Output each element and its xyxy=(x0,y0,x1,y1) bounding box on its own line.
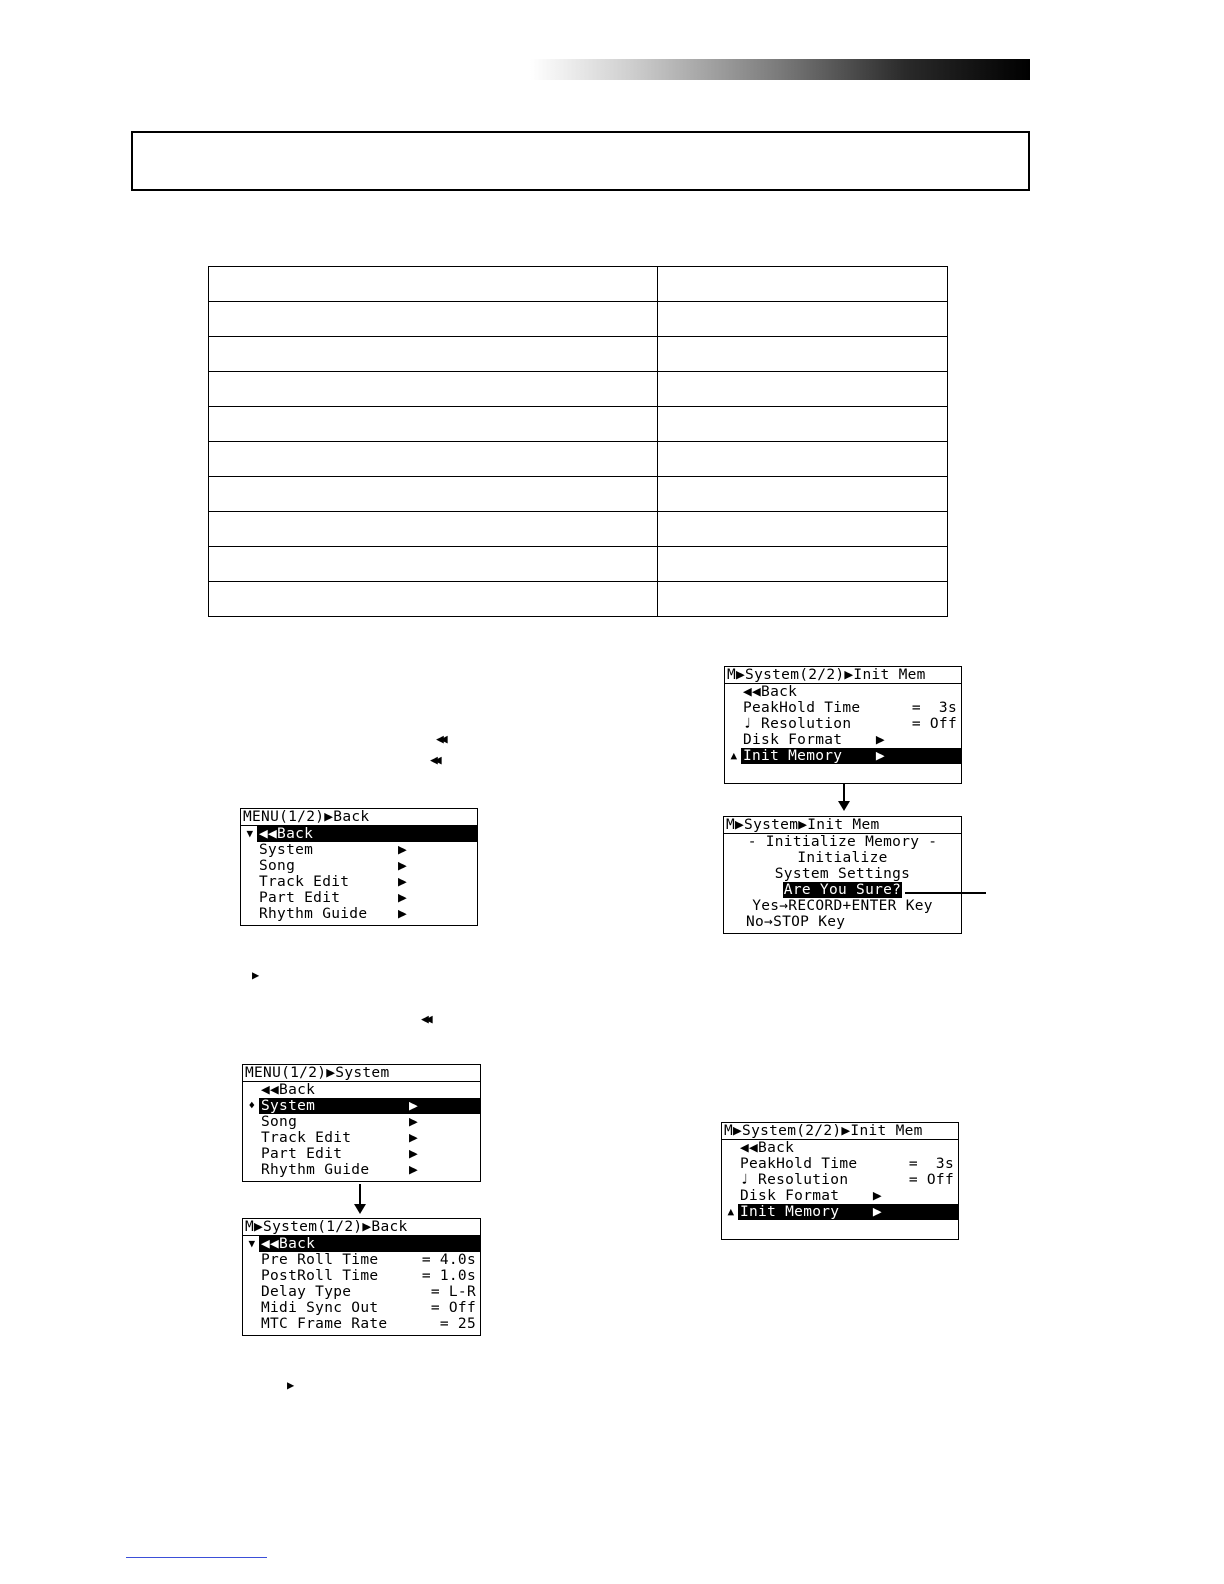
lcd-row-resolution[interactable]: ♩ Resolution = Off xyxy=(740,1172,954,1188)
lcd-row-back[interactable]: ◀◀Back xyxy=(743,684,798,700)
flow-arrow xyxy=(843,783,845,809)
lcd-row-delay-type[interactable]: Delay Type = L-R xyxy=(261,1284,476,1300)
default-settings-table xyxy=(208,266,948,617)
lcd-init-confirm xyxy=(723,816,962,934)
scroll-up-icon: ▲ xyxy=(727,1205,735,1218)
lcd-row-track-edit[interactable]: Track Edit ▶ xyxy=(261,1130,418,1146)
table-row xyxy=(209,442,948,477)
table-row xyxy=(209,267,948,302)
lcd-row-resolution[interactable]: ♩ Resolution = Off xyxy=(743,716,957,732)
table-row xyxy=(209,302,948,337)
lcd-row-rhythm-guide[interactable]: Rhythm Guide ▶ xyxy=(259,906,407,922)
lcd-system-page-2-after xyxy=(721,1122,959,1240)
callout-line xyxy=(905,892,986,894)
submenu-arrow-icon: ▶ xyxy=(875,748,903,764)
lcd-header: MENU(1/2)▶Back xyxy=(241,809,477,826)
lcd-row-disk-format[interactable]: Disk Format ▶ xyxy=(740,1188,900,1204)
are-you-sure-prompt: Are You Sure? xyxy=(783,882,902,898)
scroll-up-icon: ▲ xyxy=(730,749,738,762)
submenu-arrow-icon: ▶ xyxy=(397,906,407,922)
submenu-arrow-icon: ▶ xyxy=(408,1130,418,1146)
submenu-arrow-icon: ▶ xyxy=(397,842,407,858)
lcd-line: Initialize xyxy=(797,850,888,866)
lcd-row-peakhold[interactable]: PeakHold Time = 3s xyxy=(740,1156,954,1172)
lcd-row-part-edit[interactable]: Part Edit ▶ xyxy=(261,1146,418,1162)
lcd-line-yes[interactable]: Yes→RECORD+ENTER Key xyxy=(752,898,933,914)
lcd-system-page-1 xyxy=(242,1218,481,1336)
lcd-row-back[interactable]: ▼ ◀◀Back xyxy=(243,1236,480,1252)
table-row xyxy=(209,477,948,512)
lcd-menu-system xyxy=(242,1064,481,1182)
lcd-header: M▶System(2/2)▶Init Mem xyxy=(725,667,961,684)
lcd-row-pre-roll[interactable]: Pre Roll Time = 4.0s xyxy=(261,1252,476,1268)
table-row xyxy=(209,337,948,372)
submenu-arrow-icon: ▶ xyxy=(872,1204,900,1220)
lcd-row-rhythm-guide[interactable]: Rhythm Guide ▶ xyxy=(261,1162,418,1178)
submenu-arrow-icon: ▶ xyxy=(872,1188,900,1204)
lcd-header: M▶System▶Init Mem xyxy=(724,817,961,834)
lcd-row-back[interactable]: ◀◀Back xyxy=(740,1140,795,1156)
rewind-key-icon: ◀◀ xyxy=(421,1012,429,1027)
lcd-line-no[interactable]: No→STOP Key xyxy=(746,914,846,930)
lcd-row-disk-format[interactable]: Disk Format ▶ xyxy=(743,732,903,748)
submenu-arrow-icon: ▶ xyxy=(408,1162,418,1178)
table-row xyxy=(209,407,948,442)
lcd-row-part-edit[interactable]: Part Edit ▶ xyxy=(259,890,407,906)
lcd-row-system[interactable]: System ▶ xyxy=(259,842,407,858)
lcd-row-init-memory[interactable]: ▲ Init Memory ▶ xyxy=(725,748,961,764)
submenu-arrow-icon: ▶ xyxy=(397,874,407,890)
submenu-arrow-icon: ▶ xyxy=(408,1146,418,1162)
submenu-arrow-icon: ▶ xyxy=(397,890,407,906)
lcd-system-page-2 xyxy=(724,666,962,784)
lcd-row-back[interactable]: ▼ ◀◀Back xyxy=(241,826,477,842)
lcd-menu-back xyxy=(240,808,478,926)
lcd-row-song[interactable]: Song ▶ xyxy=(259,858,407,874)
table-row xyxy=(209,372,948,407)
lcd-row-peakhold[interactable]: PeakHold Time = 3s xyxy=(743,700,957,716)
rewind-key-icon: ◀◀ xyxy=(430,753,438,768)
lcd-row-track-edit[interactable]: Track Edit ▶ xyxy=(259,874,407,890)
lcd-row-post-roll[interactable]: PostRoll Time = 1.0s xyxy=(261,1268,476,1284)
lcd-row-init-memory[interactable]: ▲ Init Memory ▶ xyxy=(722,1204,958,1220)
lcd-line: System Settings xyxy=(774,866,911,882)
lcd-row-song[interactable]: Song ▶ xyxy=(261,1114,418,1130)
lcd-header: M▶System(1/2)▶Back xyxy=(243,1219,480,1236)
header-gradient-bar xyxy=(530,59,1030,80)
play-key-icon: ▶ xyxy=(252,968,260,982)
lcd-line-confirm xyxy=(724,882,961,898)
section-title-box xyxy=(131,131,1030,191)
table-row xyxy=(209,547,948,582)
lcd-header: MENU(1/2)▶System xyxy=(243,1065,480,1082)
play-key-icon: ▶ xyxy=(287,1378,295,1392)
lcd-row-mtc-frame[interactable]: MTC Frame Rate = 25 xyxy=(261,1316,476,1332)
submenu-arrow-icon: ▶ xyxy=(408,1098,418,1114)
lcd-row-system[interactable]: ♦ System ▶ xyxy=(243,1098,480,1114)
flow-arrow xyxy=(359,1184,361,1212)
scroll-down-icon: ▼ xyxy=(248,1237,256,1250)
lcd-row-back[interactable]: ◀◀Back xyxy=(261,1082,316,1098)
lcd-header: M▶System(2/2)▶Init Mem xyxy=(722,1123,958,1140)
lcd-row-midi-sync[interactable]: Midi Sync Out = Off xyxy=(261,1300,476,1316)
submenu-arrow-icon: ▶ xyxy=(397,858,407,874)
scroll-updown-icon: ♦ xyxy=(248,1099,256,1112)
lcd-line-title: - Initialize Memory - xyxy=(747,834,938,850)
submenu-arrow-icon: ▶ xyxy=(875,732,903,748)
submenu-arrow-icon: ▶ xyxy=(408,1114,418,1130)
scroll-down-icon: ▼ xyxy=(246,827,254,840)
footer-rule xyxy=(126,1557,267,1558)
rewind-key-icon: ◀◀ xyxy=(436,732,444,747)
table-row xyxy=(209,512,948,547)
table-row xyxy=(209,582,948,617)
